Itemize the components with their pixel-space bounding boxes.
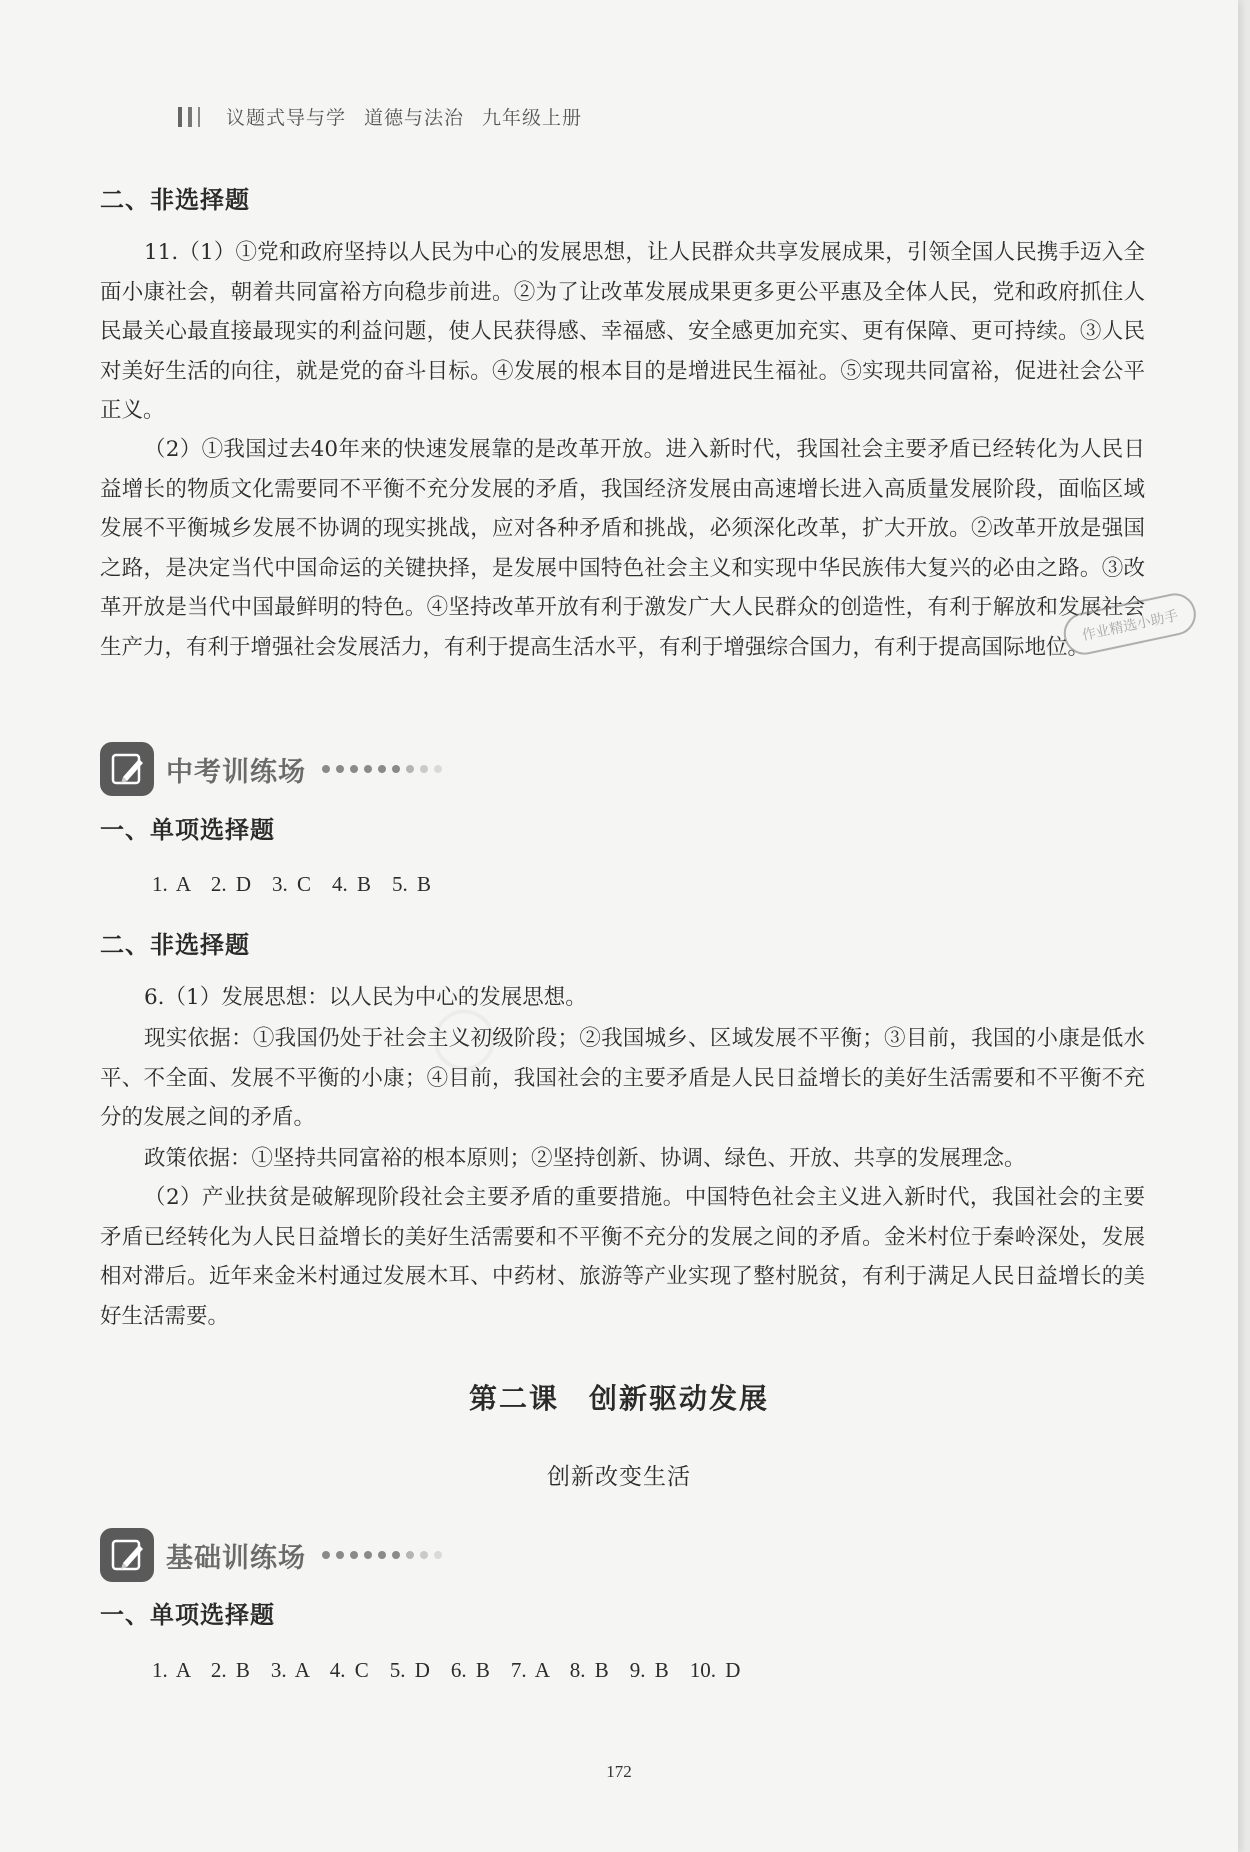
answer-11-part2: （2）①我国过去40年来的快速发展靠的是改革开放。进入新时代，我国社会主要矛盾已经转化为人民日益增长的物质文化需要同不平衡不充分发展的矛盾，我国经济发展由高速增长进入高质量发展阶段，面临区域发展不平衡城乡发展不协调的现实挑战，应对各种矛盾和挑战，必须深化改革，扩大开放。②改革开放是强国之路，是决定当代中国命运的关键抉择，是发展中国特色社会主义和实现中华民族伟大复兴的必由之路。③改革开放是当代中国最鲜明的特色。④坚持改革开放有利于激发广大人民群众的创造性，有利于解放和发展社会生产力，有利于增强社会发展活力，有利于提高生活水平，有利于增强综合国力，有利于提高国际地位。 — [100, 437, 1145, 660]
answers-single-choice-c: 1. A 2. B 3. A 4. C 5. D 6. B 7. A 8. B 9. B 10. D — [152, 1658, 741, 1682]
stamp-text: 作业精选小助手 — [1080, 607, 1180, 644]
answer-6-policy-basis: 政策依据：①坚持共同富裕的根本原则；②坚持创新、协调、绿色、开放、共享的发展理念。 — [144, 1146, 1026, 1171]
pencil-icon — [100, 1528, 154, 1582]
banner-dots-decoration — [322, 765, 442, 773]
section-heading-single-choice: 一、单项选择题 — [100, 815, 275, 844]
header-subject: 道德与法治 — [364, 107, 465, 129]
banner-basic-training — [100, 1528, 442, 1582]
section-heading-single-choice-c: 一、单项选择题 — [100, 1600, 275, 1629]
banner-zhongkao — [100, 742, 442, 796]
section-heading-nonchoice-b: 二、非选择题 — [100, 930, 250, 959]
header-series: 议题式导与学 — [226, 107, 347, 129]
banner-title: 基础训练场 — [166, 1542, 306, 1574]
answer-6-part1: 6.（1）发展思想：以人民为中心的发展思想。 — [144, 985, 587, 1010]
answers-single-choice-b: 1. A 2. D 3. C 4. B 5. B — [152, 872, 432, 896]
lesson-title: 第二课 创新驱动发展 — [468, 1382, 769, 1415]
section-heading-nonchoice: 二、非选择题 — [100, 185, 250, 214]
header-bars-decoration — [178, 107, 200, 127]
banner-dots-decoration — [322, 1551, 442, 1559]
page-number: 172 — [606, 1762, 632, 1781]
lesson-subtitle: 创新改变生活 — [547, 1464, 691, 1490]
answer-11-part1: 11.（1）①党和政府坚持以人民为中心的发展思想，让人民群众共享发展成果，引领全国人民携手迈入全面小康社会，朝着共同富裕方向稳步前进。②为了让改革发展成果更多更公平惠及全体人民，党和政府抓住人民最关心最直接最现实的利益问题，使人民获得感、幸福感、安全感更加充实、更有保障、更可持续。③人民对美好生活的向往，就是党的奋斗目标。④发展的根本目的是增进民生福祉。⑤实现共同富裕，促进社会公平正义。 — [100, 240, 1145, 423]
banner-title: 中考训练场 — [166, 756, 306, 788]
answer-6-part2: （2）产业扶贫是破解现阶段社会主要矛盾的重要措施。中国特色社会主义进入新时代，我国社会的主要矛盾已经转化为人民日益增长的美好生活需要和不平衡不充分的发展之间的矛盾。金米村位于秦岭深处，发展相对滞后。近年来金米村通过发展木耳、中药材、旅游等产业实现了整村脱贫，有利于满足人民日益增长的美好生活需要。 — [100, 1185, 1145, 1329]
pencil-icon — [100, 742, 154, 796]
running-header — [178, 103, 582, 130]
answer-6-reality-basis: 现实依据：①我国仍处于社会主义初级阶段；②我国城乡、区域发展不平衡；③目前，我国的小康是低水平、不全面、发展不平衡的小康；④目前，我国社会的主要矛盾是人民日益增长的美好生活需要和不平衡不充分的发展之间的矛盾。 — [100, 1026, 1145, 1130]
header-grade: 九年级上册 — [482, 107, 583, 129]
